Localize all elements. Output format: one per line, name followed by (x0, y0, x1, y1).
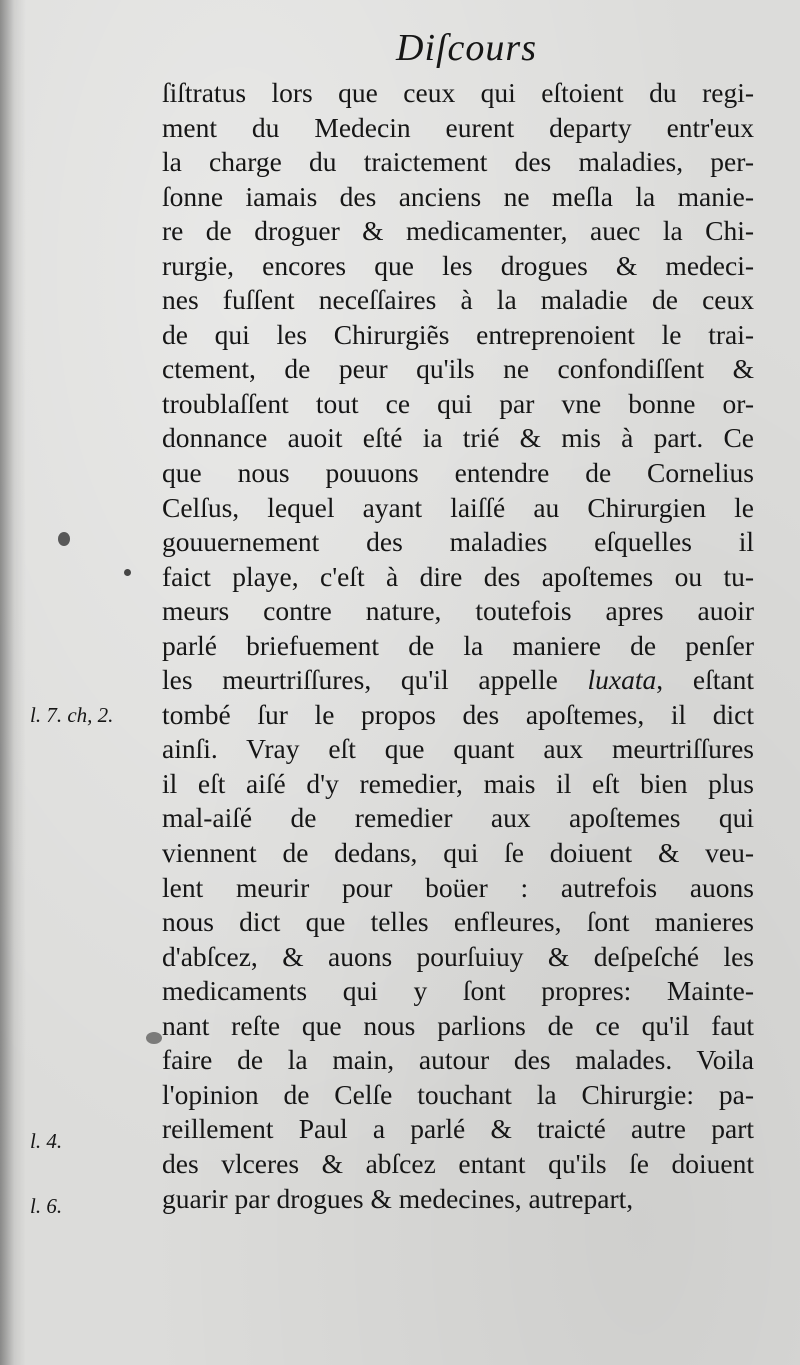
text-line: medicaments qui y ſont propres: Mainte- (162, 975, 754, 1007)
ink-speck (146, 1032, 162, 1044)
text-line: nes fuſſent neceſſaires à la maladie de ceux (162, 284, 754, 316)
text-line: ſonne iamais des anciens ne meſla la manie- (162, 180, 754, 212)
text-line: de qui les Chirurgiẽs entreprenoient le trai- (162, 318, 754, 350)
text-line: mal-aiſé de remedier aux apoſtemes qui (162, 802, 754, 834)
text-line: faire de la main, autour des malades. Voila (162, 1044, 754, 1076)
text-line: gouuernement des maladies eſquelles il (162, 526, 754, 558)
text-line: l'opinion de Celſe touchant la Chirurgie: pa- (162, 1078, 754, 1110)
ink-speck (58, 532, 70, 546)
text-line: reillement Paul a parlé & traicté autre part (162, 1113, 754, 1145)
text-line: que nous pouuons entendre de Cornelius (162, 457, 754, 489)
text-line: ctement, de peur qu'ils ne confondiſſent & (162, 353, 754, 385)
text-segment: , eſtant (656, 664, 754, 696)
text-line: donnance auoit eſté ia trié & mis à part. Ce (162, 422, 754, 454)
text-line: d'abſcez, & auons pourſuiuy & deſpeſché les (162, 940, 754, 972)
text-line: viennent de dedans, qui ſe doiuent & veu- (162, 837, 754, 869)
text-line: la charge du traictement des maladies, per- (162, 146, 754, 178)
text-line: guarir par drogues & medecines, autrepart, (162, 1182, 634, 1214)
margin-note: l. 4. (30, 1129, 63, 1153)
text-line: ſiſtratus lors que ceux qui eſtoient du regi- (162, 77, 754, 108)
ink-speck (124, 569, 131, 576)
text-line: nant reſte que nous parlions de ce qu'il faut (162, 1009, 754, 1041)
italic-term: luxata (587, 664, 657, 696)
text-line: faict playe, c'eſt à dire des apoſtemes ou tu- (162, 560, 754, 592)
text-line: il eſt aiſé d'y remedier, mais il eſt bien plus (162, 767, 754, 799)
text-line (162, 663, 754, 698)
text-line: troublaſſent tout ce qui par vne bonne or- (162, 387, 754, 419)
margin-note: l. 6. (30, 1194, 63, 1218)
body-text (162, 76, 754, 1216)
text-line: nous dict que telles enfleures, ſont manieres (162, 906, 754, 938)
text-line: tombé ſur le propos des apoſtemes, il dict (162, 698, 754, 730)
margin-note: l. 7. ch, 2. (30, 703, 114, 727)
text-line: ment du Medecin eurent departy entr'eux (162, 111, 754, 143)
text-segment: les meurtriſſures, qu'il appelle (162, 664, 588, 696)
running-head: Diſcours (396, 27, 537, 69)
gutter-shadow (0, 0, 26, 1365)
text-line: meurs contre nature, toutefois apres auoir (162, 595, 754, 627)
text-line: Celſus, lequel ayant laiſſé au Chirurgien le (162, 491, 754, 523)
text-line: ainſi. Vray eſt que quant aux meurtriſſures (162, 733, 754, 765)
text-line: re de droguer & medicamenter, auec la Chi- (162, 215, 754, 247)
text-line: rurgie, encores que les drogues & medeci- (162, 249, 754, 281)
text-line: lent meurir pour boüer : autrefois auons (162, 871, 754, 903)
text-line: des vlceres & abſcez entant qu'ils ſe doiuent (162, 1147, 754, 1179)
text-line: parlé briefuement de la maniere de penſer (162, 629, 754, 661)
